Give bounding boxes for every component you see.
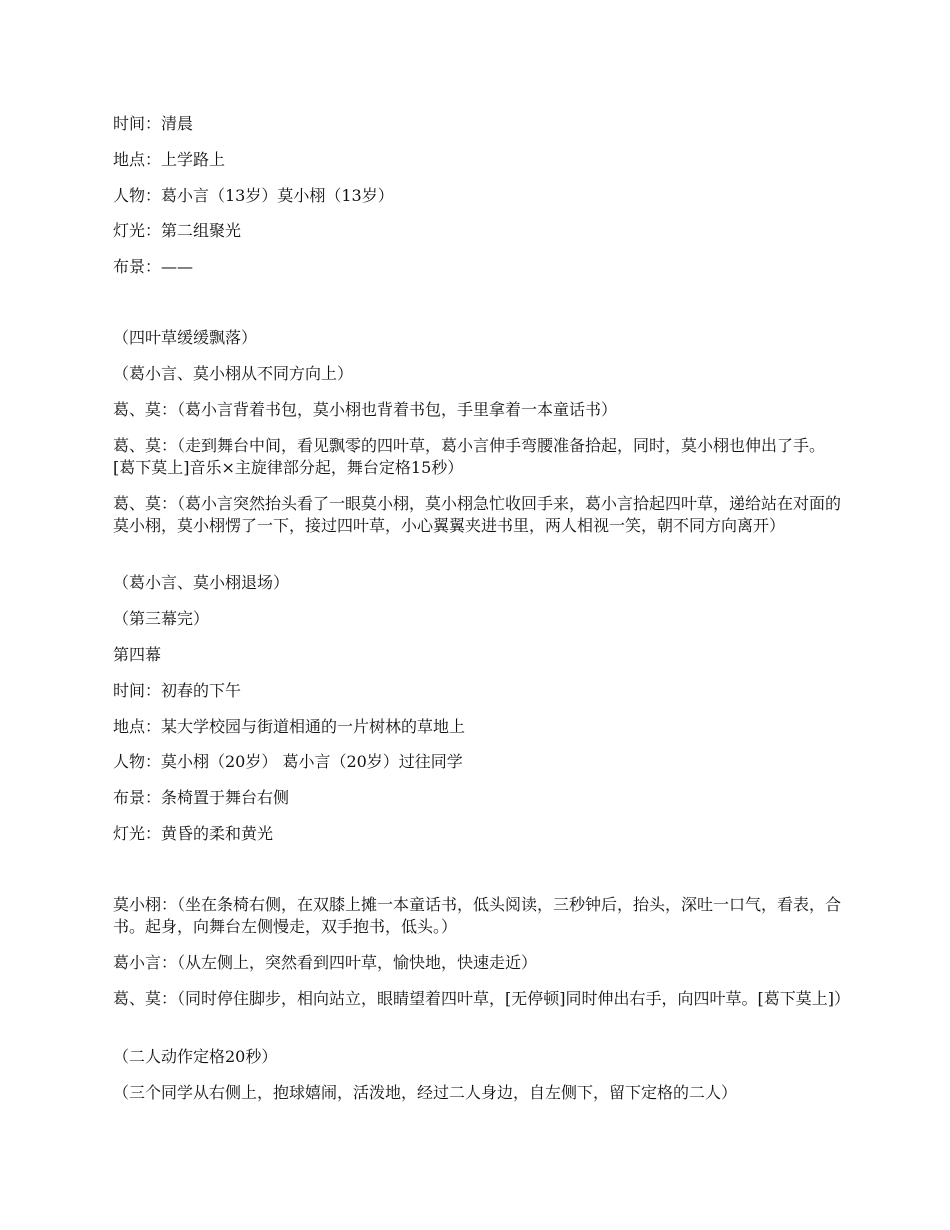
stage-direction: （第三幕完） (113, 609, 210, 628)
set-line: 布景：—— (113, 257, 194, 276)
act-heading: 第四幕 (113, 645, 162, 664)
dialogue-line: 葛小言：（从左侧上，突然看到四叶草，愉快地，快速走近） (113, 953, 538, 972)
lighting-line: 灯光：第二组聚光 (113, 221, 242, 240)
dialogue-line: 葛、莫：（葛小言突然抬头看了一眼莫小栩，莫小栩急忙收回手来，葛小言拾起四叶草，递给站在对面的莫小栩，莫小栩愣了一下，接过四叶草，小心翼翼夹进书里，两人相视一笑，朝不同方向离开） (113, 494, 842, 535)
stage-direction: （三个同学从右侧上，抱球嬉闹，活泼地，经过二人身边，自左侧下，留下定格的二人） (113, 1083, 738, 1102)
stage-direction: （二人动作定格20秒） (113, 1047, 278, 1066)
dialogue-line: 葛、莫：（同时停住脚步，相向站立，眼睛望着四叶草，[无停顿]同时伸出右手，向四叶草。[葛下莫上]） (113, 989, 850, 1008)
stage-direction: （葛小言、莫小栩从不同方向上） (113, 364, 354, 383)
dialogue-line: 莫小栩：（坐在条椅右侧，在双膝上摊一本童话书，低头阅读，三秒钟后，抬头，深吐一口气，看表，合书。起身，向舞台左侧慢走，双手抱书，低头。） (113, 895, 842, 936)
time-line: 时间：初春的下午 (113, 681, 242, 700)
dialogue-line: 葛、莫：（葛小言背着书包，莫小栩也背着书包，手里拿着一本童话书） (113, 400, 618, 419)
place-line: 地点：某大学校园与街道相通的一片树林的草地上 (113, 717, 466, 736)
place-line: 地点：上学路上 (113, 150, 226, 169)
stage-direction: （葛小言、莫小栩退场） (113, 573, 290, 592)
characters-line: 人物：莫小栩（20岁） 葛小言（20岁）过往同学 (113, 752, 463, 771)
lighting-line: 灯光：黄昏的柔和黄光 (113, 824, 274, 843)
time-line: 时间：清晨 (113, 114, 194, 133)
set-line: 布景：条椅置于舞台右侧 (113, 788, 290, 807)
dialogue-line: 葛、莫：（走到舞台中间，看见飘零的四叶草，葛小言伸手弯腰准备拾起，同时，莫小栩也伸出了手。[葛下莫上]音乐×主旋律部分起，舞台定格15秒） (113, 436, 826, 477)
stage-direction: （四叶草缓缓飘落） (113, 328, 258, 347)
characters-line: 人物：葛小言（13岁）莫小栩（13岁） (113, 186, 394, 205)
